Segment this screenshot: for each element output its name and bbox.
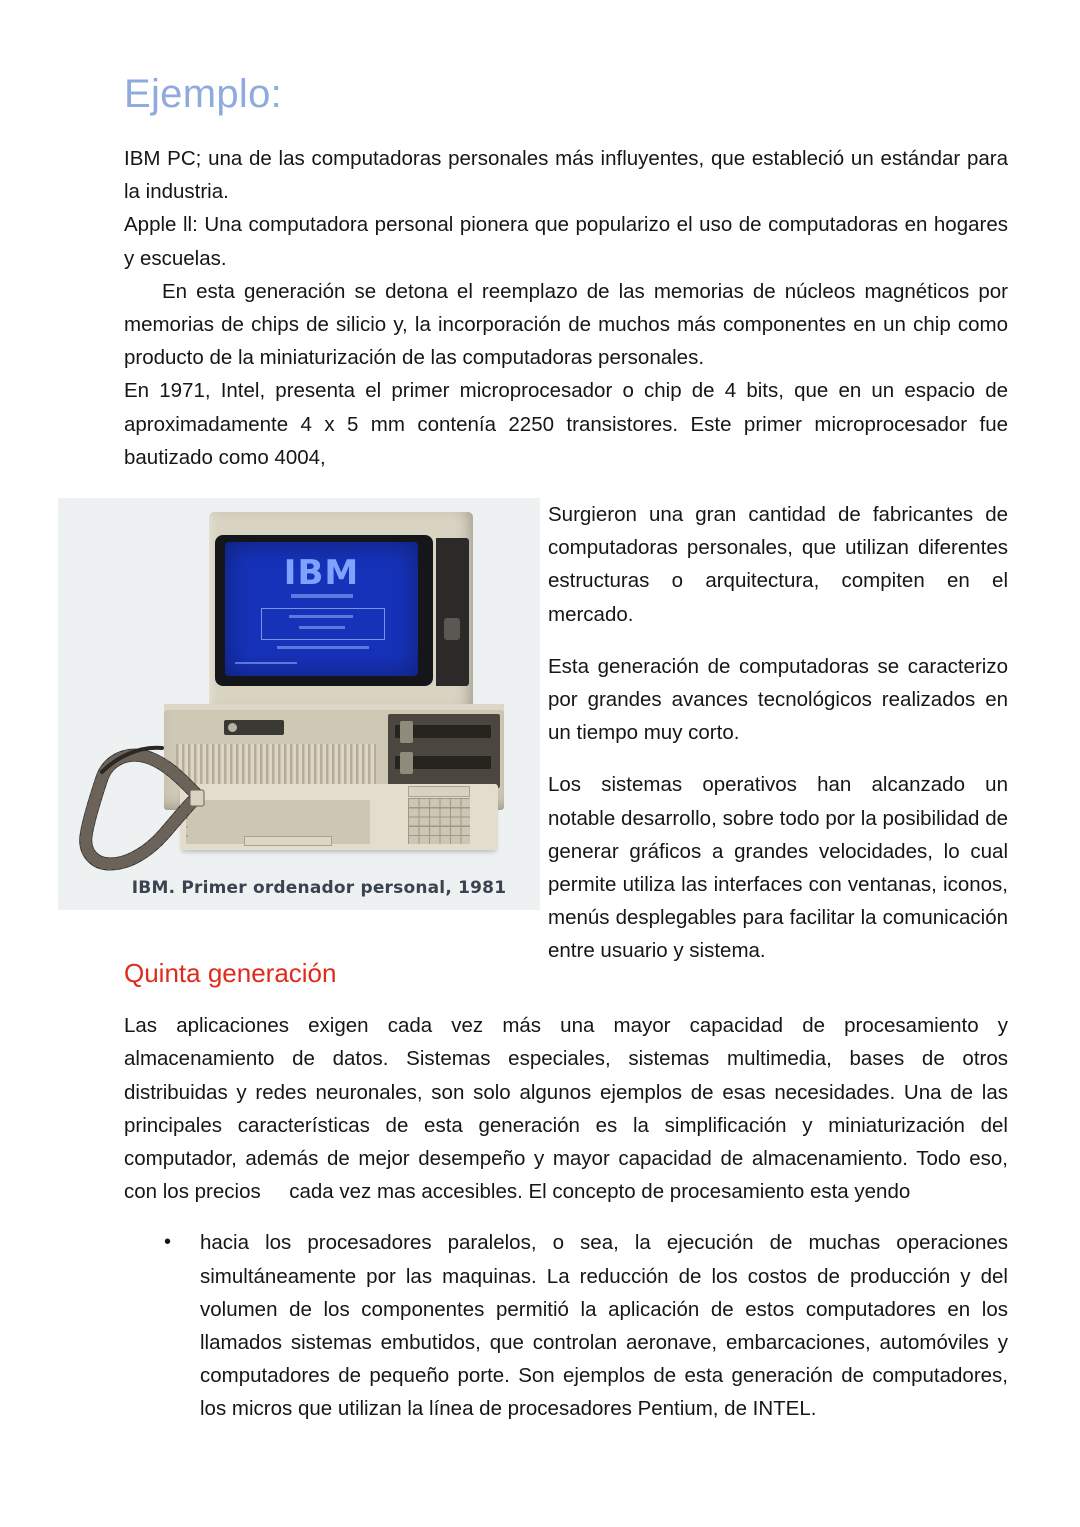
page-content: [124, 0, 1014, 1426]
right-text-column: [548, 498, 1008, 968]
page-title: Ejemplo:: [124, 72, 283, 116]
list-item-text: hacia los procesadores paralelos, o sea, la ejecución de muchas operaciones simultáneamente por las maquinas. La reducción de los costos de producción y del volumen de los componentes permitió la aplicación de estos computadores en los llamados sistemas embutidos, que controlan aeronave, embarcaciones, automóviles y computadores de pequeño porte. Son ejemplos de esta generación de computadores, los micros que utilizan la línea de procesadores Pentium, de INTEL.: [200, 1231, 1008, 1421]
monitor-side-panel-shape: [436, 538, 469, 686]
screen-text-line: [289, 615, 353, 618]
screen-text-line: [299, 626, 345, 629]
ibm-pc-illustration: [58, 498, 540, 910]
paragraph-intel: En 1971, Intel, presenta el primer microprocesador o chip de 4 bits, que en un espacio de aproximadamente 4 x 5 mm contenía 2250 transistores. Este primer microprocesador fue bautizado como 4004,: [124, 379, 1008, 469]
paragraph-aplicaciones: Las aplicaciones exigen cada vez más una mayor capacidad de procesamiento y almacenamiento de datos. Sistemas especiales, sistemas multimedia, bases de otros distribuidas y redes neuronales, son solo algunos ejemplos de esas necesidades. Una de las principales características de esta generación es la simplificación y miniaturización del computador, además de mejor desempeño y mayor capacidad de almacenamiento. Todo eso, con los precios cada vez mas accesibles. El concepto de procesamiento esta yendo: [124, 1014, 1014, 1204]
paragraph-generacion: En esta generación se detona el reemplazo de las memorias de núcleos magnéticos por memorias de chips de silicio y, la incorporación de muchos más componentes en un chip como producto de la miniaturización de las computadoras personales.: [124, 279, 1008, 370]
keyboard-function-strip-shape: [408, 786, 470, 797]
figure-and-text-row: [124, 498, 1008, 963]
paragraph-fabricantes: Surgieron una gran cantidad de fabricantes de computadoras personales, que utilizan diferentes estructuras o arquitectura, compiten en el mercado.: [548, 503, 1008, 626]
section-heading-quinta-generacion: Quinta generación: [124, 958, 337, 989]
floppy-eject-button-shape: [228, 723, 237, 732]
bullet-icon: •: [164, 1231, 172, 1254]
bullet-list: [124, 1226, 1008, 1425]
ibm-logo-on-screen: IBM: [283, 553, 360, 594]
coiled-cable-shape: [58, 738, 218, 878]
monitor-screen: [225, 542, 418, 676]
ibm-badge-icon: [182, 722, 200, 729]
figure-caption: IBM. Primer ordenador personal, 1981: [131, 878, 507, 899]
floppy-drive-slot-shape: [224, 720, 284, 735]
drive-lever-shape: [400, 752, 413, 774]
keyboard-numpad-shape: [408, 798, 470, 844]
ibm-pc-photo: [58, 498, 540, 910]
screen-text-line: [277, 646, 369, 649]
screen-text-line: [235, 662, 297, 664]
drive-lever-shape: [400, 721, 413, 743]
keyboard-spacebar-shape: [244, 836, 332, 846]
list-item: [124, 1226, 1008, 1425]
paragraph-caracterizo: Esta generación de computadoras se caracterizo por grandes avances tecnológicos realizados en un tiempo muy corto.: [548, 654, 1008, 745]
screen-dialog-box: [261, 608, 385, 640]
paragraph-apple: Apple ll: Una computadora personal pionera que popularizo el uso de computadoras en hogares y escuelas.: [124, 213, 1008, 270]
paragraph-sistemas: Los sistemas operativos han alcanzado un notable desarrollo, sobre todo por la posibilidad de generar gráficos a grandes velocidades, lo cual permite utiliza las interfaces con ventanas, iconos, menús desplegables para facilitar la comunicación entre usuario y sistema.: [548, 773, 1008, 963]
screen-subtitle-shape: [291, 594, 353, 598]
monitor-knob-shape: [444, 618, 460, 640]
drive-bay-shape: [388, 714, 500, 788]
paragraph-ibm-pc: IBM PC; una de las computadoras personales más influyentes, que estableció un estándar para la industria.: [124, 147, 1008, 204]
